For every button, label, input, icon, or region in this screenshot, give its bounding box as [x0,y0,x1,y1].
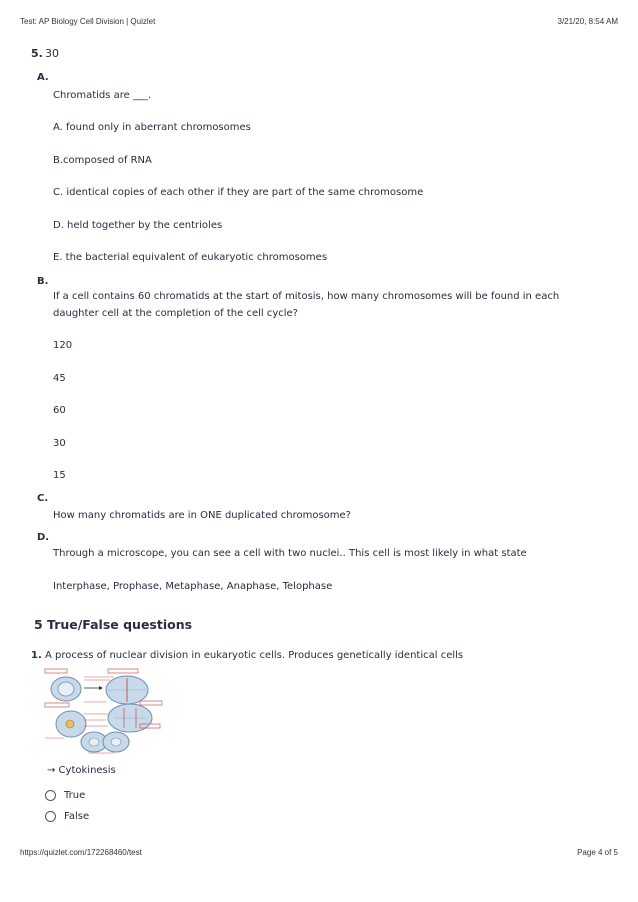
option-b-line: 30 [53,438,66,449]
radio-circle-icon[interactable] [45,790,56,801]
option-letter-d: D. [37,532,50,543]
tf-question-text: A process of nuclear division in eukaryotic cells. Produces genetically identical cells [45,650,464,661]
radio-option-true[interactable] [45,790,85,801]
option-b-line: 15 [53,470,66,481]
page-header-title: Test: AP Biology Cell Division | Quizlet [20,17,156,26]
radio-label: True [64,790,86,801]
mitosis-diagram-image [44,668,168,754]
section-title: 5 True/False questions [34,617,193,632]
option-b-line: 120 [53,340,73,351]
option-b-line: 60 [53,405,66,416]
option-letter-b: B. [37,276,49,287]
option-letter-a: A. [37,72,49,83]
option-letter-c: C. [37,493,49,504]
radio-option-false[interactable] [45,811,89,822]
option-a-line: Chromatids are ___. [53,90,152,101]
radio-label: False [64,811,90,822]
page-footer-page-number: Page 4 of 5 [577,848,618,857]
option-a-line: E. the bacterial equivalent of eukaryotic chromosomes [53,252,328,263]
option-b-line: If a cell contains 60 chromatids at the start of mitosis, how many chromosomes will be found in each daughter cell at the completion of the cell cycle? [53,291,560,319]
option-a-line: A. found only in aberrant chromosomes [53,122,251,133]
option-c-line: How many chromatids are in ONE duplicated chromosome? [53,510,351,521]
option-d-line: Interphase, Prophase, Metaphase, Anaphase, Telophase [53,581,333,592]
option-a-line: D. held together by the centrioles [53,220,223,231]
page-footer-url[interactable]: https://quizlet.com/172268460/test [20,848,142,857]
tf-answer: → Cytokinesis [47,765,116,776]
option-b-line: 45 [53,373,66,384]
radio-circle-icon[interactable] [45,811,56,822]
option-a-line: C. identical copies of each other if they are part of the same chromosome [53,187,424,198]
page-header-datetime: 3/21/20, 8:54 AM [557,17,618,26]
option-a-line: B.composed of RNA [53,155,152,166]
tf-question-number: 1. [31,650,42,661]
question-number: 5. [31,47,43,60]
question-value: 30 [45,47,59,60]
option-d-line: Through a microscope, you can see a cell with two nuclei.. This cell is most likely in what state [53,548,527,559]
